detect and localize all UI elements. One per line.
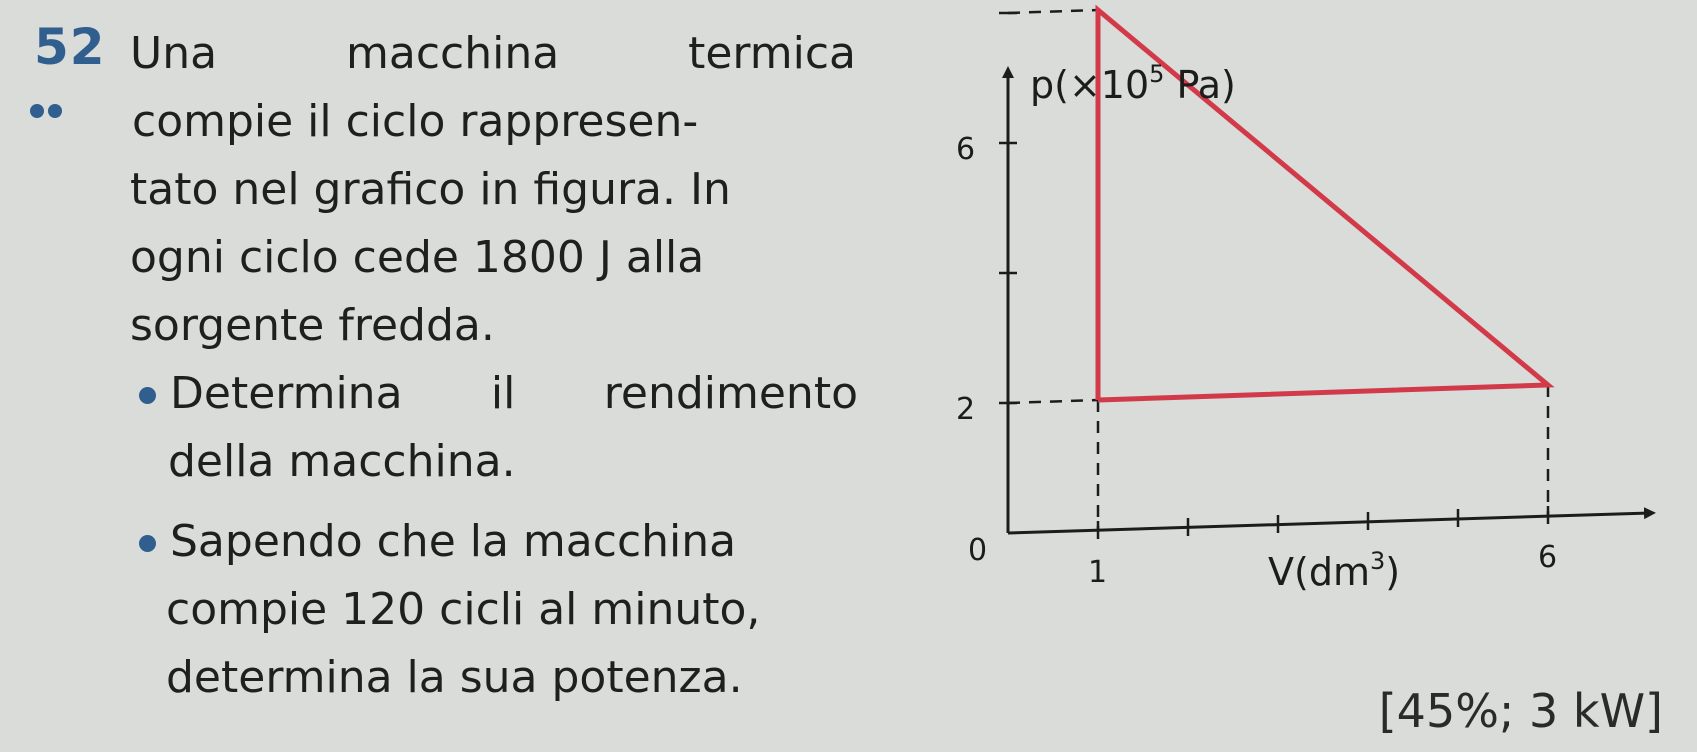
y-axis-label bbox=[1030, 60, 1236, 107]
statement-text: compie il ciclo rappresen- bbox=[132, 96, 699, 147]
statement-text: tato nel grafico in figura. In bbox=[130, 164, 731, 215]
question-word: rendimento bbox=[603, 368, 858, 419]
x-tick-label: 6 bbox=[1538, 540, 1558, 575]
y-tick-label: 6 bbox=[956, 132, 976, 167]
x-axis bbox=[1008, 513, 1650, 533]
x-axis-label-exponent: 3 bbox=[1369, 547, 1386, 575]
problem-number: 52 bbox=[34, 18, 106, 76]
dashed-guide-line bbox=[1008, 10, 1098, 13]
y-axis-label-unit: Pa) bbox=[1164, 63, 1236, 107]
question-text: compie 120 cicli al minuto, bbox=[166, 584, 761, 635]
statement-word: macchina bbox=[346, 28, 560, 79]
x-tick-label: 1 bbox=[1088, 555, 1108, 590]
origin-label: 0 bbox=[968, 533, 988, 568]
question-word: il bbox=[490, 368, 516, 419]
y-axis-label-main: p(×10 bbox=[1030, 63, 1150, 107]
question-word: Determina bbox=[170, 368, 403, 419]
question-text: Sapendo che la macchina bbox=[170, 516, 737, 567]
x-axis-label bbox=[1268, 547, 1400, 594]
statement-text: sorgente fredda. bbox=[130, 300, 495, 351]
x-axis-label-close: ) bbox=[1385, 550, 1401, 594]
answer-key: [45%; 3 kW] bbox=[1378, 684, 1663, 738]
statement-word: termica bbox=[688, 28, 856, 79]
x-axis-label-main: V(dm bbox=[1268, 550, 1370, 594]
statement-text: ogni ciclo cede 1800 J alla bbox=[130, 232, 705, 283]
y-axis-label-exponent: 5 bbox=[1149, 60, 1165, 88]
statement-word: Una bbox=[130, 28, 218, 79]
question-text: determina la sua potenza. bbox=[166, 652, 743, 703]
question-text: della macchina. bbox=[168, 436, 516, 487]
dashed-guide-line bbox=[1008, 400, 1098, 403]
y-tick-label: 2 bbox=[956, 392, 976, 427]
